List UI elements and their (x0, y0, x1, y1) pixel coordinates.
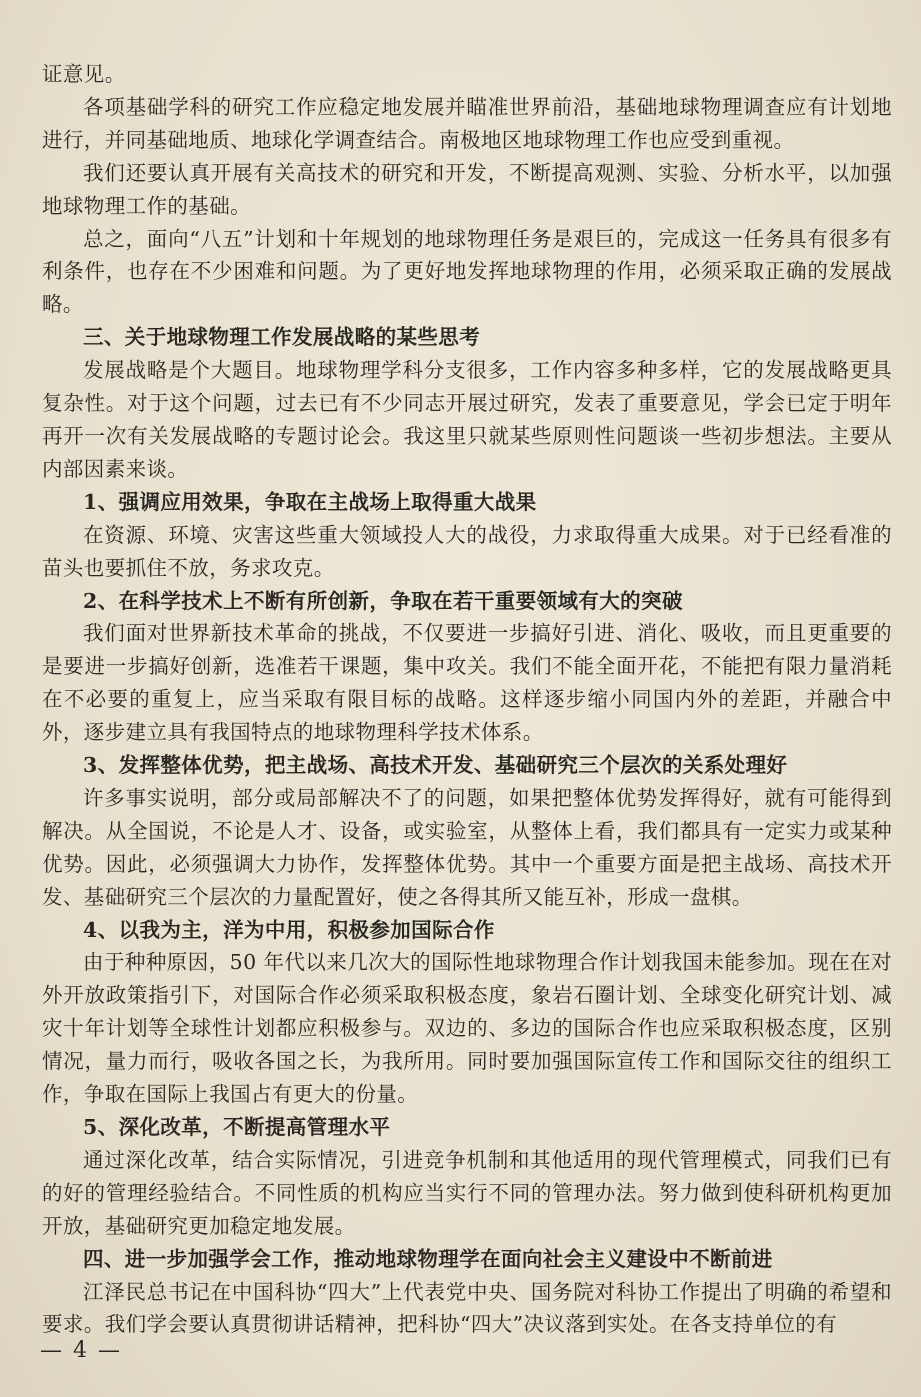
body-paragraph: 总之，面向“八五”计划和十年规划的地球物理任务是艰巨的，完成这一任务具有很多有利条件，也存在不少困难和问题。为了更好地发挥地球物理的作用，必须采取正确的发展战略。 (42, 226, 892, 317)
body-paragraph: 通过深化改革，结合实际情况，引进竞争机制和其他适用的现代管理模式，同我们已有的好的管理经验结合。不同性质的机构应当实行不同的管理办法。努力做到使科研机构更加开放，基础研究更加稳定地发展。 (42, 1147, 892, 1238)
page-number: — 4 — (40, 1338, 122, 1363)
section-heading: 四、进一步加强学会工作，推动地球物理学在面向社会主义建设中不断前进 (83, 1246, 773, 1271)
section-heading: 1、强调应用效果，争取在主战场上取得重大战果 (83, 489, 537, 514)
body-paragraph: 我们还要认真开展有关高技术的研究和开发，不断提高观测、实验、分析水平，以加强地球物理工作的基础。 (42, 160, 892, 218)
section-heading: 2、在科学技术上不断有所创新，争取在若干重要领域有大的突破 (83, 588, 683, 613)
body-paragraph: 发展战略是个大题目。地球物理学科分支很多，工作内容多种多样，它的发展战略更具复杂性。对于这个问题，过去已有不少同志开展过研究，发表了重要意见，学会已定于明年再开一次有关发展战略的专题讨论会。我这里只就某些原则性问题谈一些初步想法。主要从内部因素来谈。 (42, 358, 892, 481)
body-paragraph: 我们面对世界新技术革命的挑战，不仅要进一步搞好引进、消化、吸收，而且更重要的是要进一步搞好创新，选准若干课题，集中攻关。我们不能全面开花，不能把有限力量消耗在不必要的重复上，应当采取有限目标的战略。这样逐步缩小同国内外的差距，并融合中外，逐步建立具有我国特点的地球物理科学技术体系。 (42, 621, 892, 745)
section-heading: 3、发挥整体优势，把主战场、高技术开发、基础研究三个层次的关系处理好 (83, 753, 788, 778)
body-paragraph: 江泽民总书记在中国科协“四大”上代表党中央、国务院对科协工作提出了明确的希望和要求。我们学会要认真贯彻讲话精神，把科协“四大”决议落到实处。在各支持单位的有 (42, 1279, 892, 1337)
body-paragraph: 各项基础学科的研究工作应稳定地发展并瞄准世界前沿，基础地球物理调查应有计划地进行，并同基础地质、地球化学调查结合。南极地区地球物理工作也应受到重视。 (42, 94, 892, 152)
body-text (42, 58, 892, 1341)
section-heading: 三、关于地球物理工作发展战略的某些思考 (83, 325, 481, 350)
section-heading: 5、深化改革，不断提高管理水平 (83, 1115, 391, 1139)
body-paragraph: 许多事实说明，部分或局部解决不了的问题，如果把整体优势发挥得好，就有可能得到解决。从全国说，不论是人才、设备，或实验室，从整体上看，我们都具有一定实力或某种优势。因此，必须强调大力协作，发挥整体优势。其中一个重要方面是把主战场、高技术开发、基础研究三个层次的力量配置好，使之各得其所又能互补，形成一盘棋。 (42, 785, 892, 909)
section-heading: 4、以我为主，洋为中用，积极参加国际合作 (83, 917, 495, 942)
body-paragraph: 在资源、环境、灾害这些重大领域投人大的战役，力求取得重大成果。对于已经看准的苗头也要抓住不放，务求攻克。 (42, 522, 892, 580)
body-paragraph: 由于种种原因，50 年代以来几次大的国际性地球物理合作计划我国未能参加。现在在对外开放政策指引下，对国际合作必须采取积极态度，象岩石圈计划、全球变化研究计划、减灾十年计划等全球性计划都应积极参与。双边的、多边的国际合作也应采取积极态度，区别情况，量力而行，吸收各国之长，为我所用。同时要加强国际宣传工作和国际交往的组织工作，争取在国际上我国占有更大的份量。 (42, 950, 892, 1107)
continued-paragraph: 证意见。 (42, 62, 126, 86)
